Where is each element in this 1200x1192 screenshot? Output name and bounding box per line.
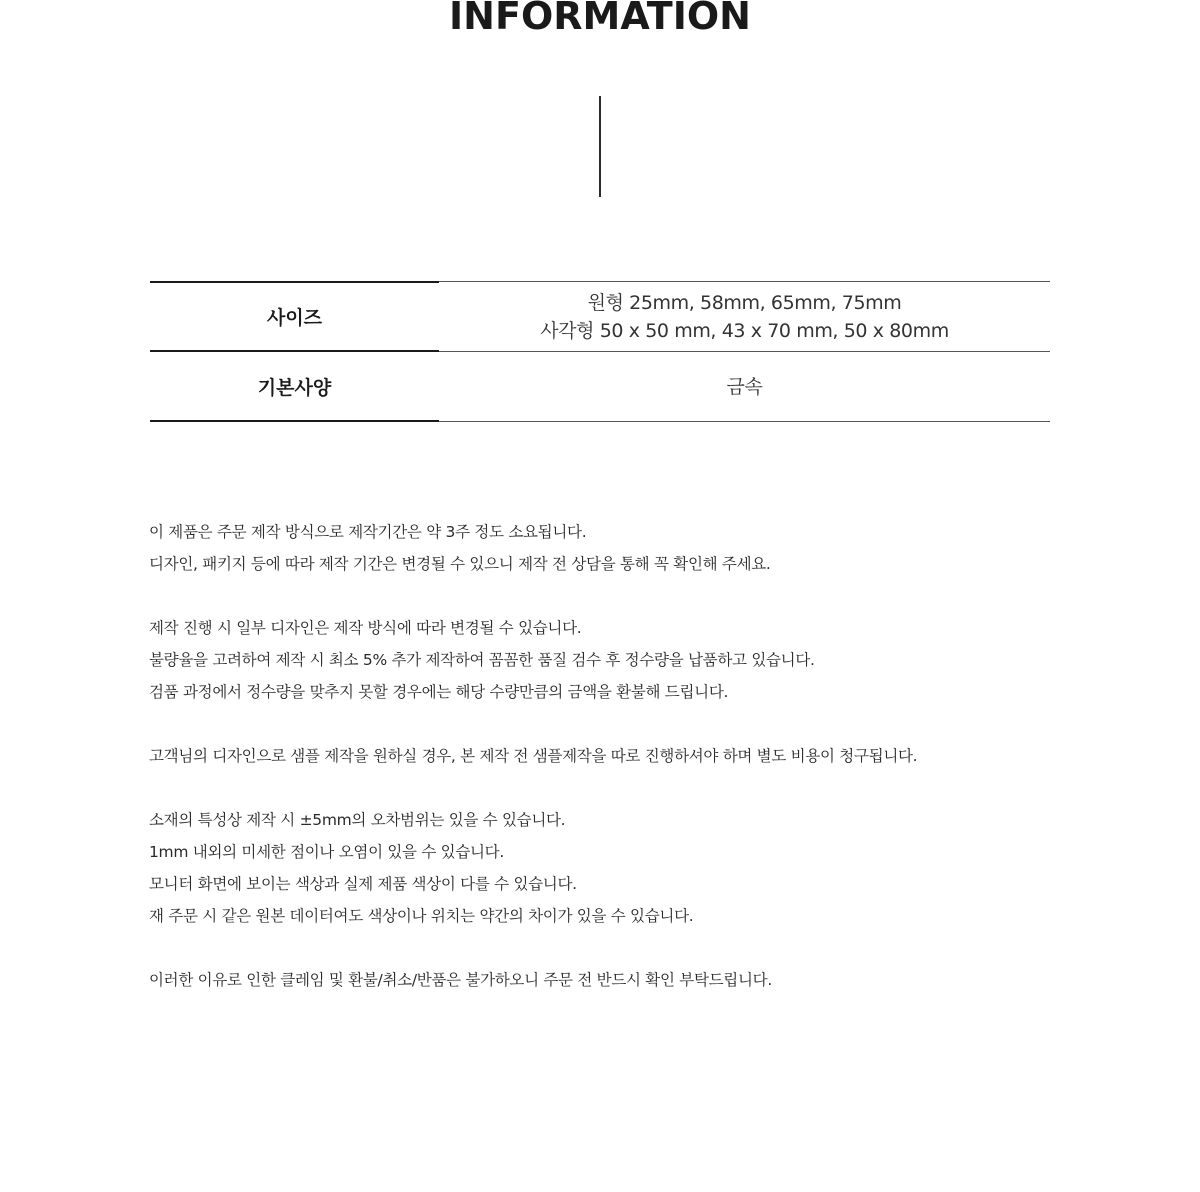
spec-row-basic: [150, 352, 1050, 422]
size-square: 사각형 50 x 50 mm, 43 x 70 mm, 50 x 80mm: [540, 319, 949, 342]
note-line: 불량율을 고려하여 제작 시 최소 5% 추가 제작하여 꼼꼼한 품질 검수 후 정수량을 납품하고 있습니다.: [149, 651, 815, 669]
note-line: 재 주문 시 같은 원본 데이터여도 색상이나 위치는 약간의 차이가 있을 수 있습니다.: [149, 907, 694, 925]
note-line: 이러한 이유로 인한 클레임 및 환불/취소/반품은 불가하오니 주문 전 반드시 확인 부탁드립니다.: [149, 971, 772, 989]
note-line: 소재의 특성상 제작 시 ±5mm의 오차범위는 있을 수 있습니다.: [149, 811, 566, 829]
notes-paragraph-production: [149, 516, 1049, 580]
notes-paragraph-sample: [149, 740, 1049, 772]
note-line: 모니터 화면에 보이는 색상과 실제 제품 색상이 다를 수 있습니다.: [149, 875, 577, 893]
spec-value-basic: [439, 352, 1050, 421]
notes-paragraph-quality: [149, 612, 1049, 708]
spec-value-size: [439, 282, 1050, 351]
note-line: 이 제품은 주문 제작 방식으로 제작기간은 약 3주 정도 소요됩니다.: [149, 523, 587, 541]
notes-paragraph-refund: [149, 964, 1049, 996]
spec-table: [150, 281, 1050, 422]
page-title: INFORMATION: [449, 0, 751, 38]
note-line: 검품 과정에서 정수량을 맞추지 못할 경우에는 해당 수량만큼의 금액을 환불해 드립니다.: [149, 683, 729, 701]
note-line: 1mm 내외의 미세한 점이나 오염이 있을 수 있습니다.: [149, 843, 504, 861]
notes-section: [149, 516, 1049, 1028]
notes-paragraph-material: [149, 804, 1049, 932]
spec-label-basic: 기본사양: [150, 352, 439, 421]
spec-label-size: 사이즈: [150, 282, 439, 351]
basic-material: 금속: [726, 375, 763, 398]
note-line: 디자인, 패키지 등에 따라 제작 기간은 변경될 수 있으니 제작 전 상담을 통해 꼭 확인해 주세요.: [149, 555, 771, 573]
vertical-divider: [599, 96, 601, 197]
spec-row-size: [150, 281, 1050, 352]
note-line: 제작 진행 시 일부 디자인은 제작 방식에 따라 변경될 수 있습니다.: [149, 619, 582, 637]
note-line: 고객님의 디자인으로 샘플 제작을 원하실 경우, 본 제작 전 샘플제작을 따로 진행하셔야 하며 별도 비용이 청구됩니다.: [149, 747, 918, 765]
size-round: 원형 25mm, 58mm, 65mm, 75mm: [587, 291, 902, 314]
